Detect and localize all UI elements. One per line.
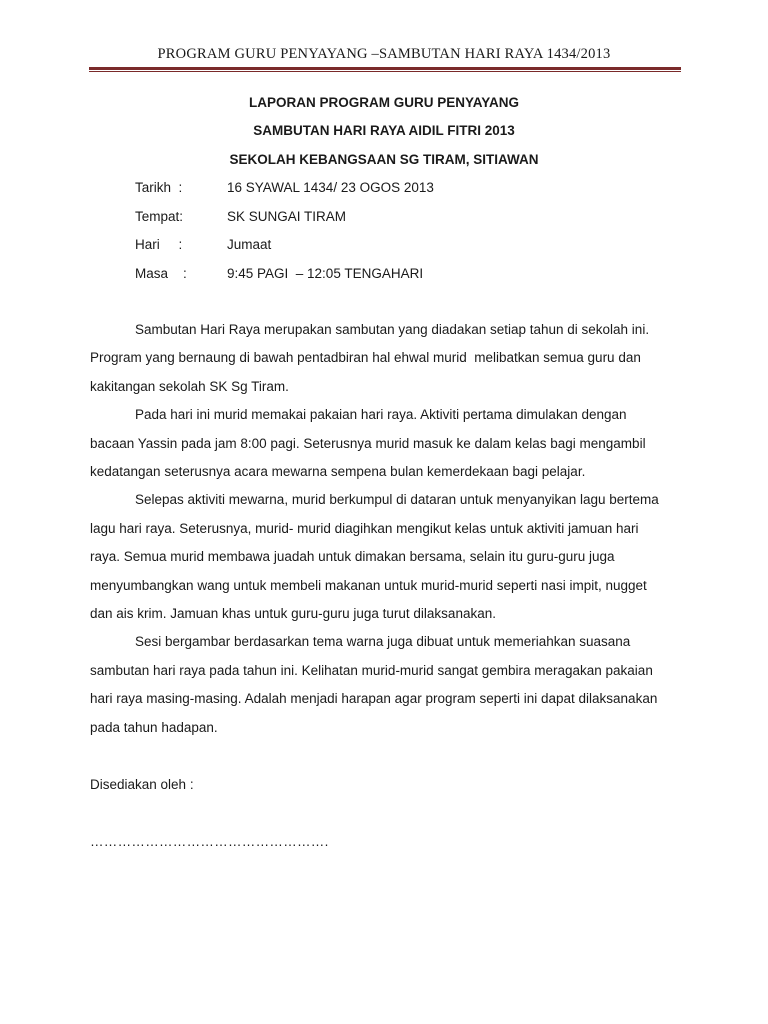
body-line: Sesi bergambar berdasarkan tema warna juga dibuat untuk memeriahkan suasana: [135, 634, 631, 649]
info-label-place: Tempat:: [135, 209, 184, 224]
body-line: sambutan hari raya pada tahun ini. Kelihatan murid-murid sangat gembira meragakan pakaian: [90, 663, 653, 678]
body-line: Sambutan Hari Raya merupakan sambutan yang diadakan setiap tahun di sekolah ini.: [135, 322, 650, 337]
info-label-time: Masa :: [135, 266, 187, 281]
info-value-place: SK SUNGAI TIRAM: [227, 209, 347, 224]
running-header: PROGRAM GURU PENYAYANG –SAMBUTAN HARI RAYA 1434/2013: [157, 46, 611, 62]
event-title: SAMBUTAN HARI RAYA AIDIL FITRI 2013: [253, 123, 515, 138]
header-rule-thick: [89, 67, 681, 70]
header-rule-thin: [89, 71, 681, 72]
body-line: raya. Semua murid membawa juadah untuk dimakan bersama, selain itu guru-guru juga: [90, 549, 615, 564]
body-line: menyumbangkan wang untuk membeli makanan untuk murid-murid seperti nasi impit, nugget: [90, 578, 647, 593]
body-line: hari raya masing-masing. Adalah menjadi harapan agar program seperti ini dapat dilaksanakan: [90, 691, 658, 706]
school-title: SEKOLAH KEBANGSAAN SG TIRAM, SITIAWAN: [229, 152, 539, 167]
body-line: Program yang bernaung di bawah pentadbiran hal ehwal murid melibatkan semua guru dan: [90, 350, 641, 365]
info-value-day: Jumaat: [227, 237, 272, 252]
signature-line: …………………………………………….: [90, 834, 329, 849]
info-value-date: 16 SYAWAL 1434/ 23 OGOS 2013: [227, 180, 434, 195]
body-line: Pada hari ini murid memakai pakaian hari raya. Aktiviti pertama dimulakan dengan: [135, 407, 627, 422]
info-value-time: 9:45 PAGI – 12:05 TENGAHARI: [227, 266, 424, 281]
body-line: kedatangan seterusnya acara mewarna sempena bulan kemerdekaan bagi pelajar.: [90, 464, 586, 479]
info-label-day: Hari :: [135, 237, 183, 252]
body-line: Selepas aktiviti mewarna, murid berkumpul di dataran untuk menyanyikan lagu bertema: [135, 492, 659, 507]
body-line: pada tahun hadapan.: [90, 720, 218, 735]
body-line: kakitangan sekolah SK Sg Tiram.: [90, 379, 289, 394]
report-title: LAPORAN PROGRAM GURU PENYAYANG: [248, 95, 520, 110]
info-label-date: Tarikh :: [135, 180, 183, 195]
body-line: lagu hari raya. Seterusnya, murid- murid diagihkan mengikut kelas untuk aktiviti jamuan hari: [90, 521, 639, 536]
body-line: bacaan Yassin pada jam 8:00 pagi. Seterusnya murid masuk ke dalam kelas bagi mengambil: [90, 436, 646, 451]
body-line: dan ais krim. Jamuan khas untuk guru-guru juga turut dilaksanakan.: [90, 606, 496, 621]
prepared-by-label: Disediakan oleh :: [90, 777, 194, 792]
